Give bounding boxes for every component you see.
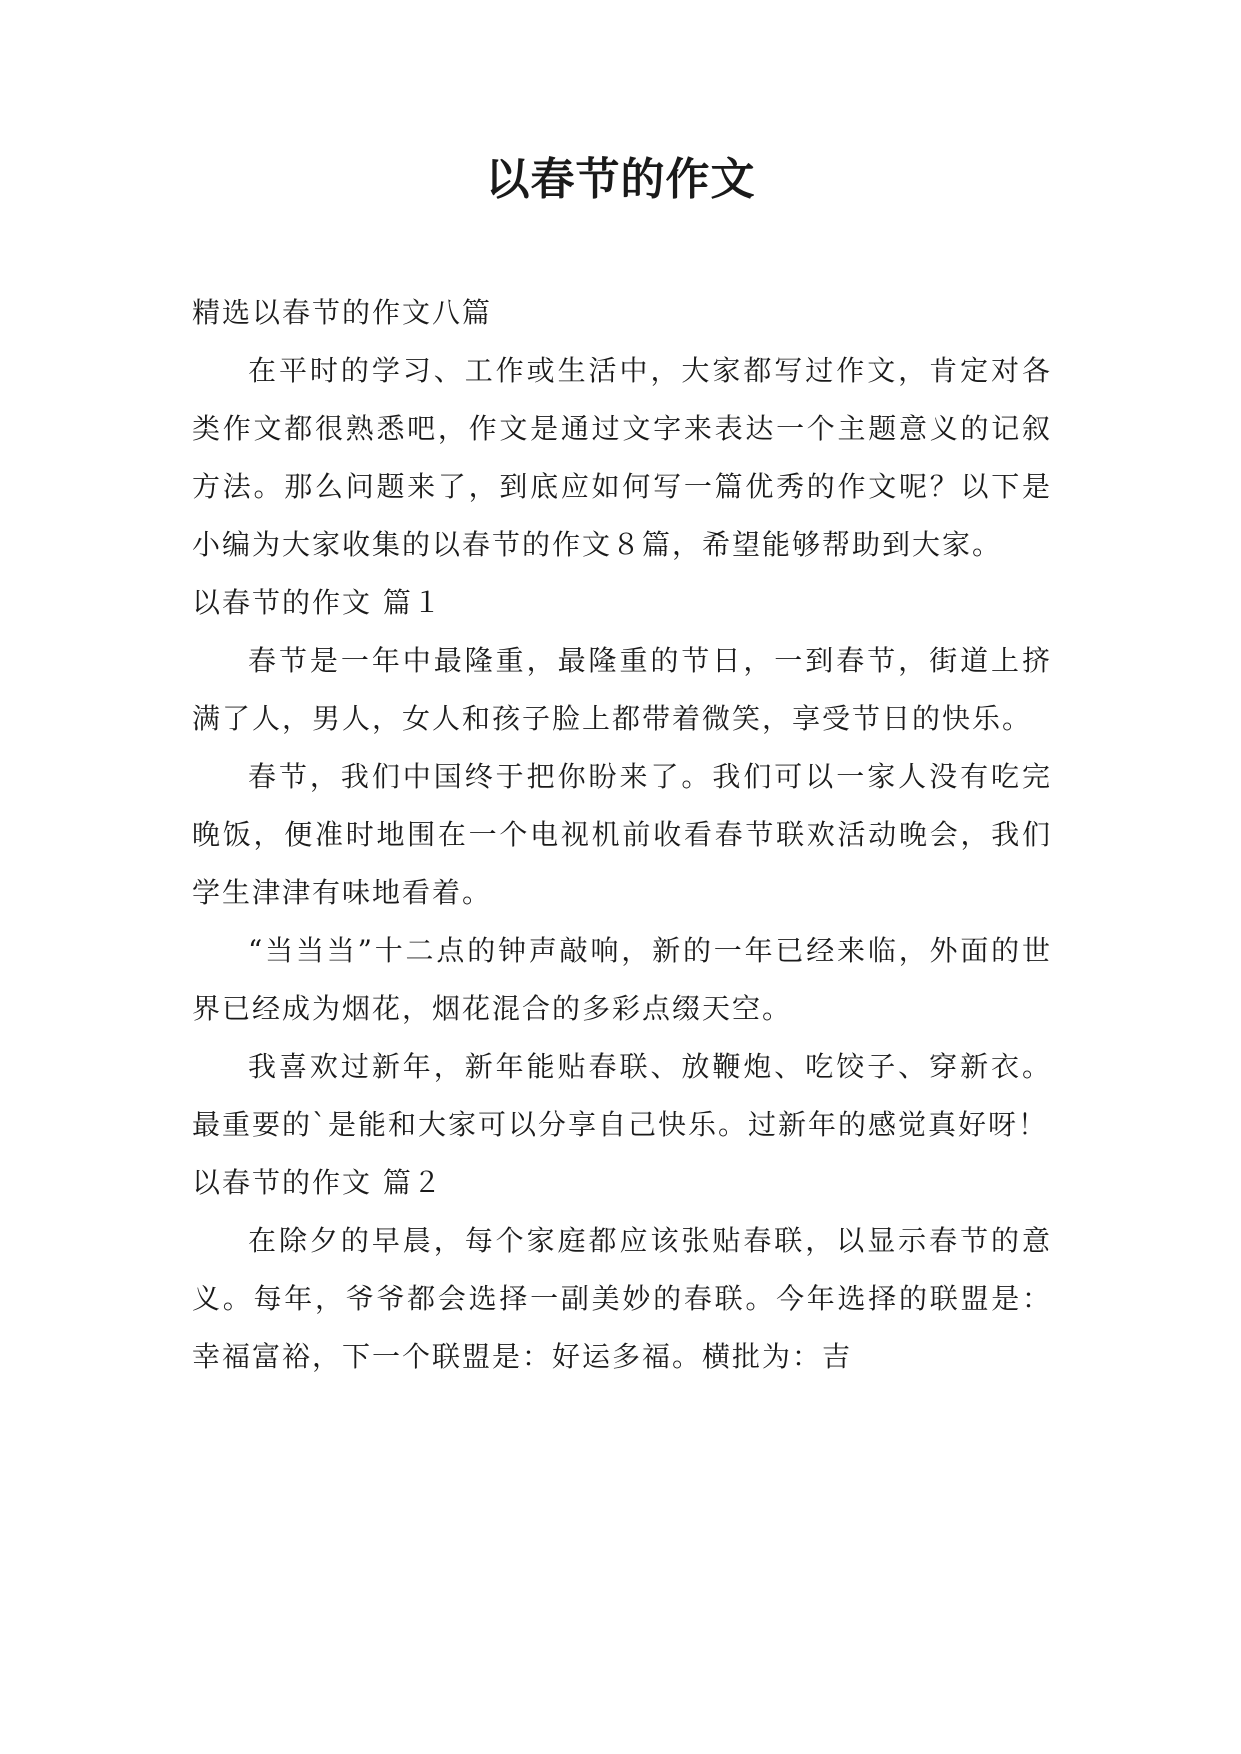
section-1-paragraph-2: 春节，我们中国终于把你盼来了。我们可以一家人没有吃完晚饭，便准时地围在一个电视机前收看春节联欢活动晚会，我们学生津津有味地看着。	[192, 760, 1052, 909]
section-1-paragraph-3: “当当当”十二点的钟声敲响，新的一年已经来临，外面的世界已经成为烟花，烟花混合的多彩点缀天空。	[192, 934, 1052, 1025]
subtitle: 精选以春节的作文八篇	[192, 296, 493, 329]
section-2-paragraph-1: 在除夕的早晨，每个家庭都应该张贴春联，以显示春节的意义。每年，爷爷都会选择一副美妙的春联。今年选择的联盟是：幸福富裕，下一个联盟是：好运多福。横批为：吉	[192, 1224, 1052, 1373]
document-body	[192, 284, 1052, 1386]
page-title: 以春节的作文	[485, 154, 756, 205]
section-heading-1: 以春节的作文 篇１	[192, 586, 443, 619]
section-heading-2: 以春节的作文 篇２	[192, 1166, 443, 1199]
section-1-paragraph-4: 我喜欢过新年，新年能贴春联、放鞭炮、吃饺子、穿新衣。最重要的`是能和大家可以分享自己快乐。过新年的感觉真好呀！	[192, 1050, 1052, 1141]
section-1-paragraph-1: 春节是一年中最隆重，最隆重的节日，一到春节，街道上挤满了人，男人，女人和孩子脸上都带着微笑，享受节日的快乐。	[192, 644, 1052, 735]
intro-paragraph: 在平时的学习、工作或生活中，大家都写过作文，肯定对各类作文都很熟悉吧，作文是通过文字来表达一个主题意义的记叙方法。那么问题来了，到底应如何写一篇优秀的作文呢？以下是小编为大家收集的以春节的作文８篇，希望能够帮助到大家。	[192, 354, 1052, 561]
